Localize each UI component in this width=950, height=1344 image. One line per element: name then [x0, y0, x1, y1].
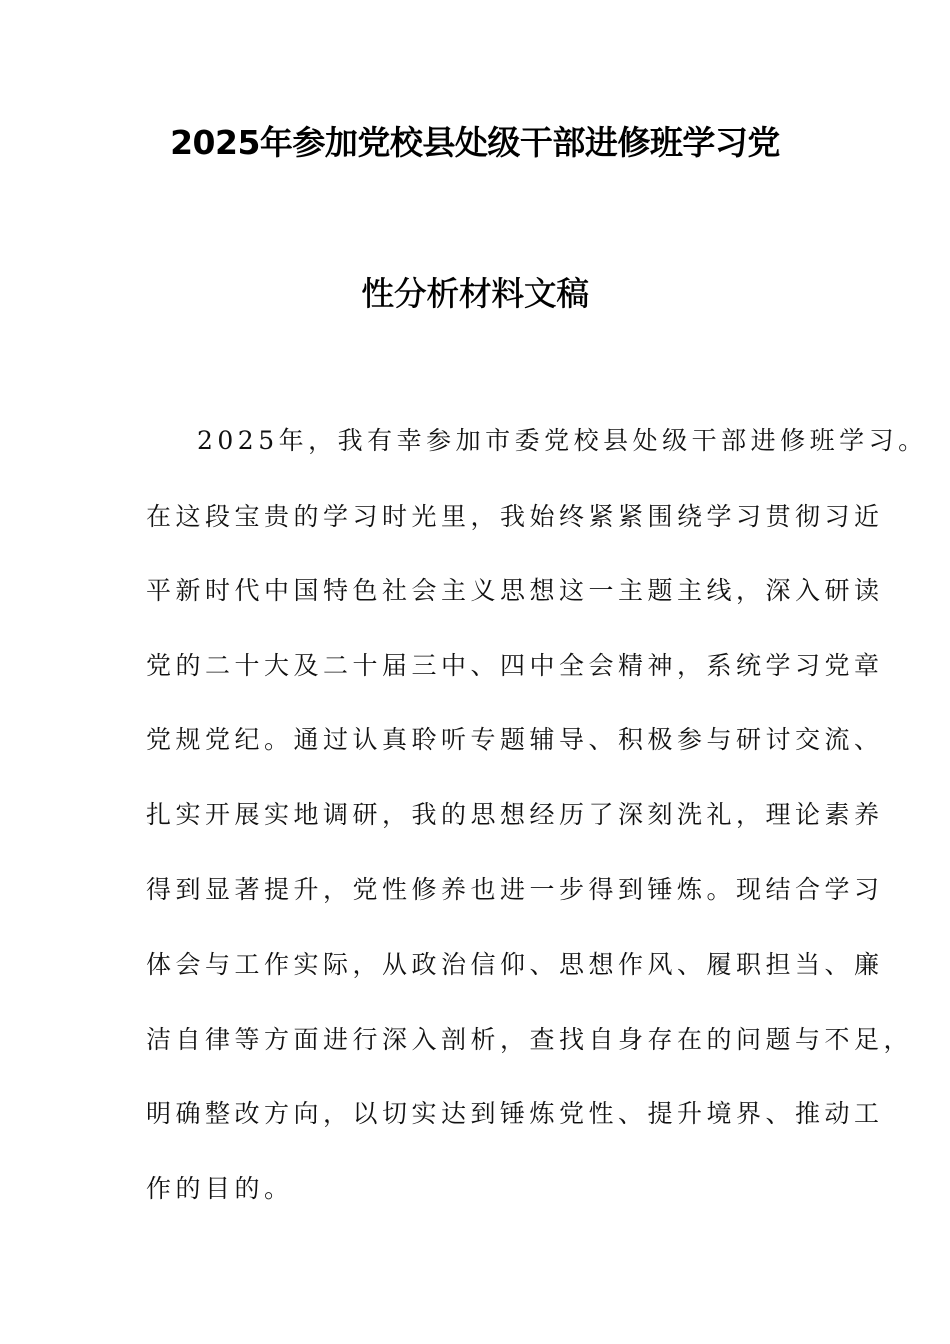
document-title-line-1: 2025年参加党校县处级干部进修班学习党	[170, 123, 780, 162]
paragraph-line: 2025年，我有幸参加市委党校县处级干部进修班学习。	[197, 426, 928, 455]
paragraph-line: 扎实开展实地调研，我的思想经历了深刻洗礼，理论素养	[146, 800, 884, 829]
paragraph-line: 体会与工作实际，从政治信仰、思想作风、履职担当、廉	[146, 950, 884, 979]
paragraph-line: 作的目的。	[146, 1174, 294, 1203]
paragraph-line: 得到显著提升，党性修养也进一步得到锤炼。现结合学习	[146, 875, 884, 904]
paragraph-line: 党规党纪。通过认真聆听专题辅导、积极参与研讨交流、	[146, 725, 884, 754]
document-title-line-2: 性分析材料文稿	[361, 274, 589, 313]
paragraph-line: 平新时代中国特色社会主义思想这一主题主线，深入研读	[146, 576, 884, 605]
paragraph-line: 在这段宝贵的学习时光里，我始终紧紧围绕学习贯彻习近	[146, 502, 884, 531]
paragraph-line: 明确整改方向，以切实达到锤炼党性、提升境界、推动工	[146, 1099, 884, 1128]
paragraph-line: 洁自律等方面进行深入剖析，查找自身存在的问题与不足，	[146, 1025, 914, 1054]
paragraph-line: 党的二十大及二十届三中、四中全会精神，系统学习党章	[146, 651, 884, 680]
